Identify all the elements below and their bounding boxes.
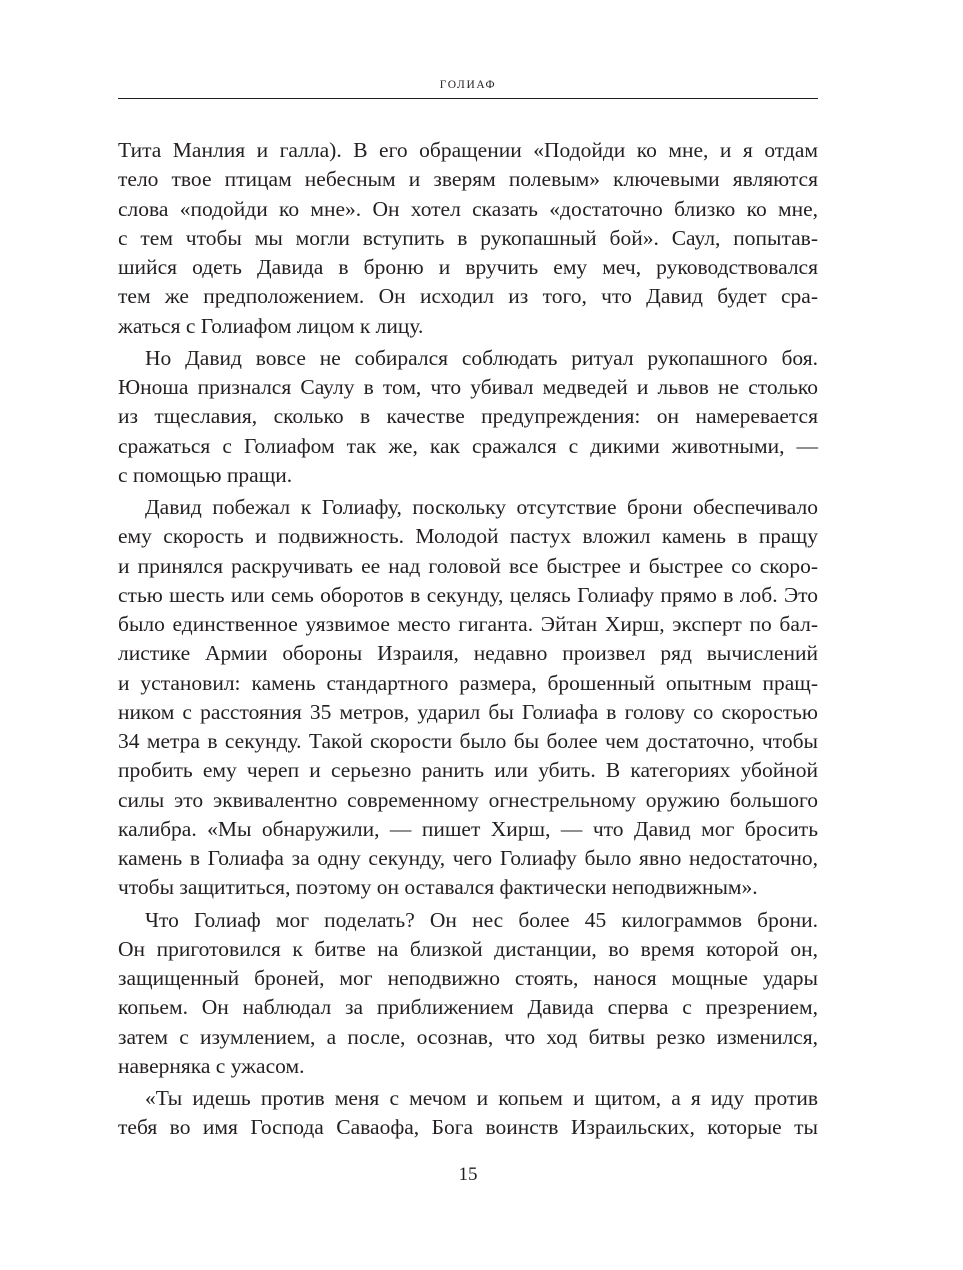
text-line: было единственное уязвимое место гиганта. Эйтан Хирш, эксперт по бал- xyxy=(118,612,818,636)
text-line: Давид побежал к Голиафу, поскольку отсутствие брони обеспечивало xyxy=(145,495,818,519)
header-rule xyxy=(118,98,818,99)
text-line: тем же предположением. Он исходил из того, что Давид будет сра- xyxy=(118,284,818,309)
text-line: Что Голиаф мог поделать? Он нес более 45 килограммов брони. xyxy=(145,907,818,932)
text-line: сражаться с Голиафом так же, как сражался с дикими животными, — xyxy=(118,433,818,458)
text-line: Юноша признался Саулу в том, что убивал медведей и львов не столько xyxy=(118,375,818,399)
text-line: затем с изумлением, а после, осознав, что ход битвы резко изменился, xyxy=(118,1024,818,1049)
page-number: 15 xyxy=(458,1164,478,1185)
text-line: Но Давид вовсе не собирался соблюдать ритуал рукопашного боя. xyxy=(145,345,818,370)
paragraph xyxy=(118,906,818,1082)
text-line: жаться с Голиафом лицом к лицу. xyxy=(118,313,424,338)
text-line: и принялся раскручивать ее над головой все быстрее и быстрее со скоро- xyxy=(118,553,818,578)
text-line: из тщеславия, сколько в качестве предупреждения: он намеревается xyxy=(118,404,818,429)
text-line: слова «подойди ко мне». Он хотел сказать «достаточно близко ко мне, xyxy=(118,196,818,221)
text-line: ему скорость и подвижность. Молодой пастух вложил камень в пращу xyxy=(118,524,818,549)
text-line: 34 метра в секунду. Такой скорости было бы более чем достаточно, чтобы xyxy=(118,729,818,753)
text-line: силы это эквивалентно современному огнестрельному оружию большого xyxy=(118,787,818,812)
text-line: калибра. «Мы обнаружили, — пишет Хирш, — что Давид мог бросить xyxy=(118,816,818,841)
text-line: «Ты идешь против меня с мечом и копьем и щитом, а я иду против xyxy=(145,1086,818,1110)
text-line: Тита Манлия и галла). В его обращении «Подойди ко мне, и я отдам xyxy=(118,138,818,162)
paragraph xyxy=(118,493,818,903)
paragraph xyxy=(118,1084,818,1143)
text-line: тело твое птицам небесным и зверям полевым» ключевыми являются xyxy=(118,167,818,192)
text-line: наверняка с ужасом. xyxy=(118,1053,305,1078)
text-line: защищенный броней, мог неподвижно стоять, нанося мощные удары xyxy=(118,966,818,990)
text-line: пробить ему череп и серьезно ранить или убить. В категориях убойной xyxy=(118,758,818,783)
text-line: камень в Голиафа за одну секунду, чего Голиафу было явно недостаточно, xyxy=(118,846,818,870)
running-head: ГОЛИАФ xyxy=(439,79,497,91)
text-line: Он приготовился к битве на близкой дистанции, во время которой он, xyxy=(118,936,818,961)
text-line: с помощью пращи. xyxy=(118,462,293,487)
text-line: ником с расстояния 35 метров, ударил бы Голиафа в голову со скоростью xyxy=(118,699,818,724)
paragraph xyxy=(118,136,818,341)
text-line: тебя во имя Господа Саваофа, Бога воинств Израильских, которые ты xyxy=(118,1115,818,1140)
body-text xyxy=(118,136,818,1143)
text-line: копьем. Он наблюдал за приближением Давида сперва с презрением, xyxy=(118,995,818,1020)
text-line: с тем чтобы мы могли вступить в рукопашный бой». Саул, попытав- xyxy=(118,225,818,250)
text-line: шийся одеть Давида в броню и вручить ему меч, руководствовался xyxy=(118,255,818,279)
text-line: чтобы защититься, поэтому он оставался фактически неподвижным». xyxy=(118,875,758,900)
text-line: стью шесть или семь оборотов в секунду, целясь Голиафу прямо в лоб. Это xyxy=(118,582,818,607)
paragraph xyxy=(118,344,818,490)
text-line: и установил: камень стандартного размера, брошенный опытным пращ- xyxy=(118,670,818,695)
text-line: листике Армии обороны Израиля, недавно произвел ряд вычислений xyxy=(118,641,818,666)
